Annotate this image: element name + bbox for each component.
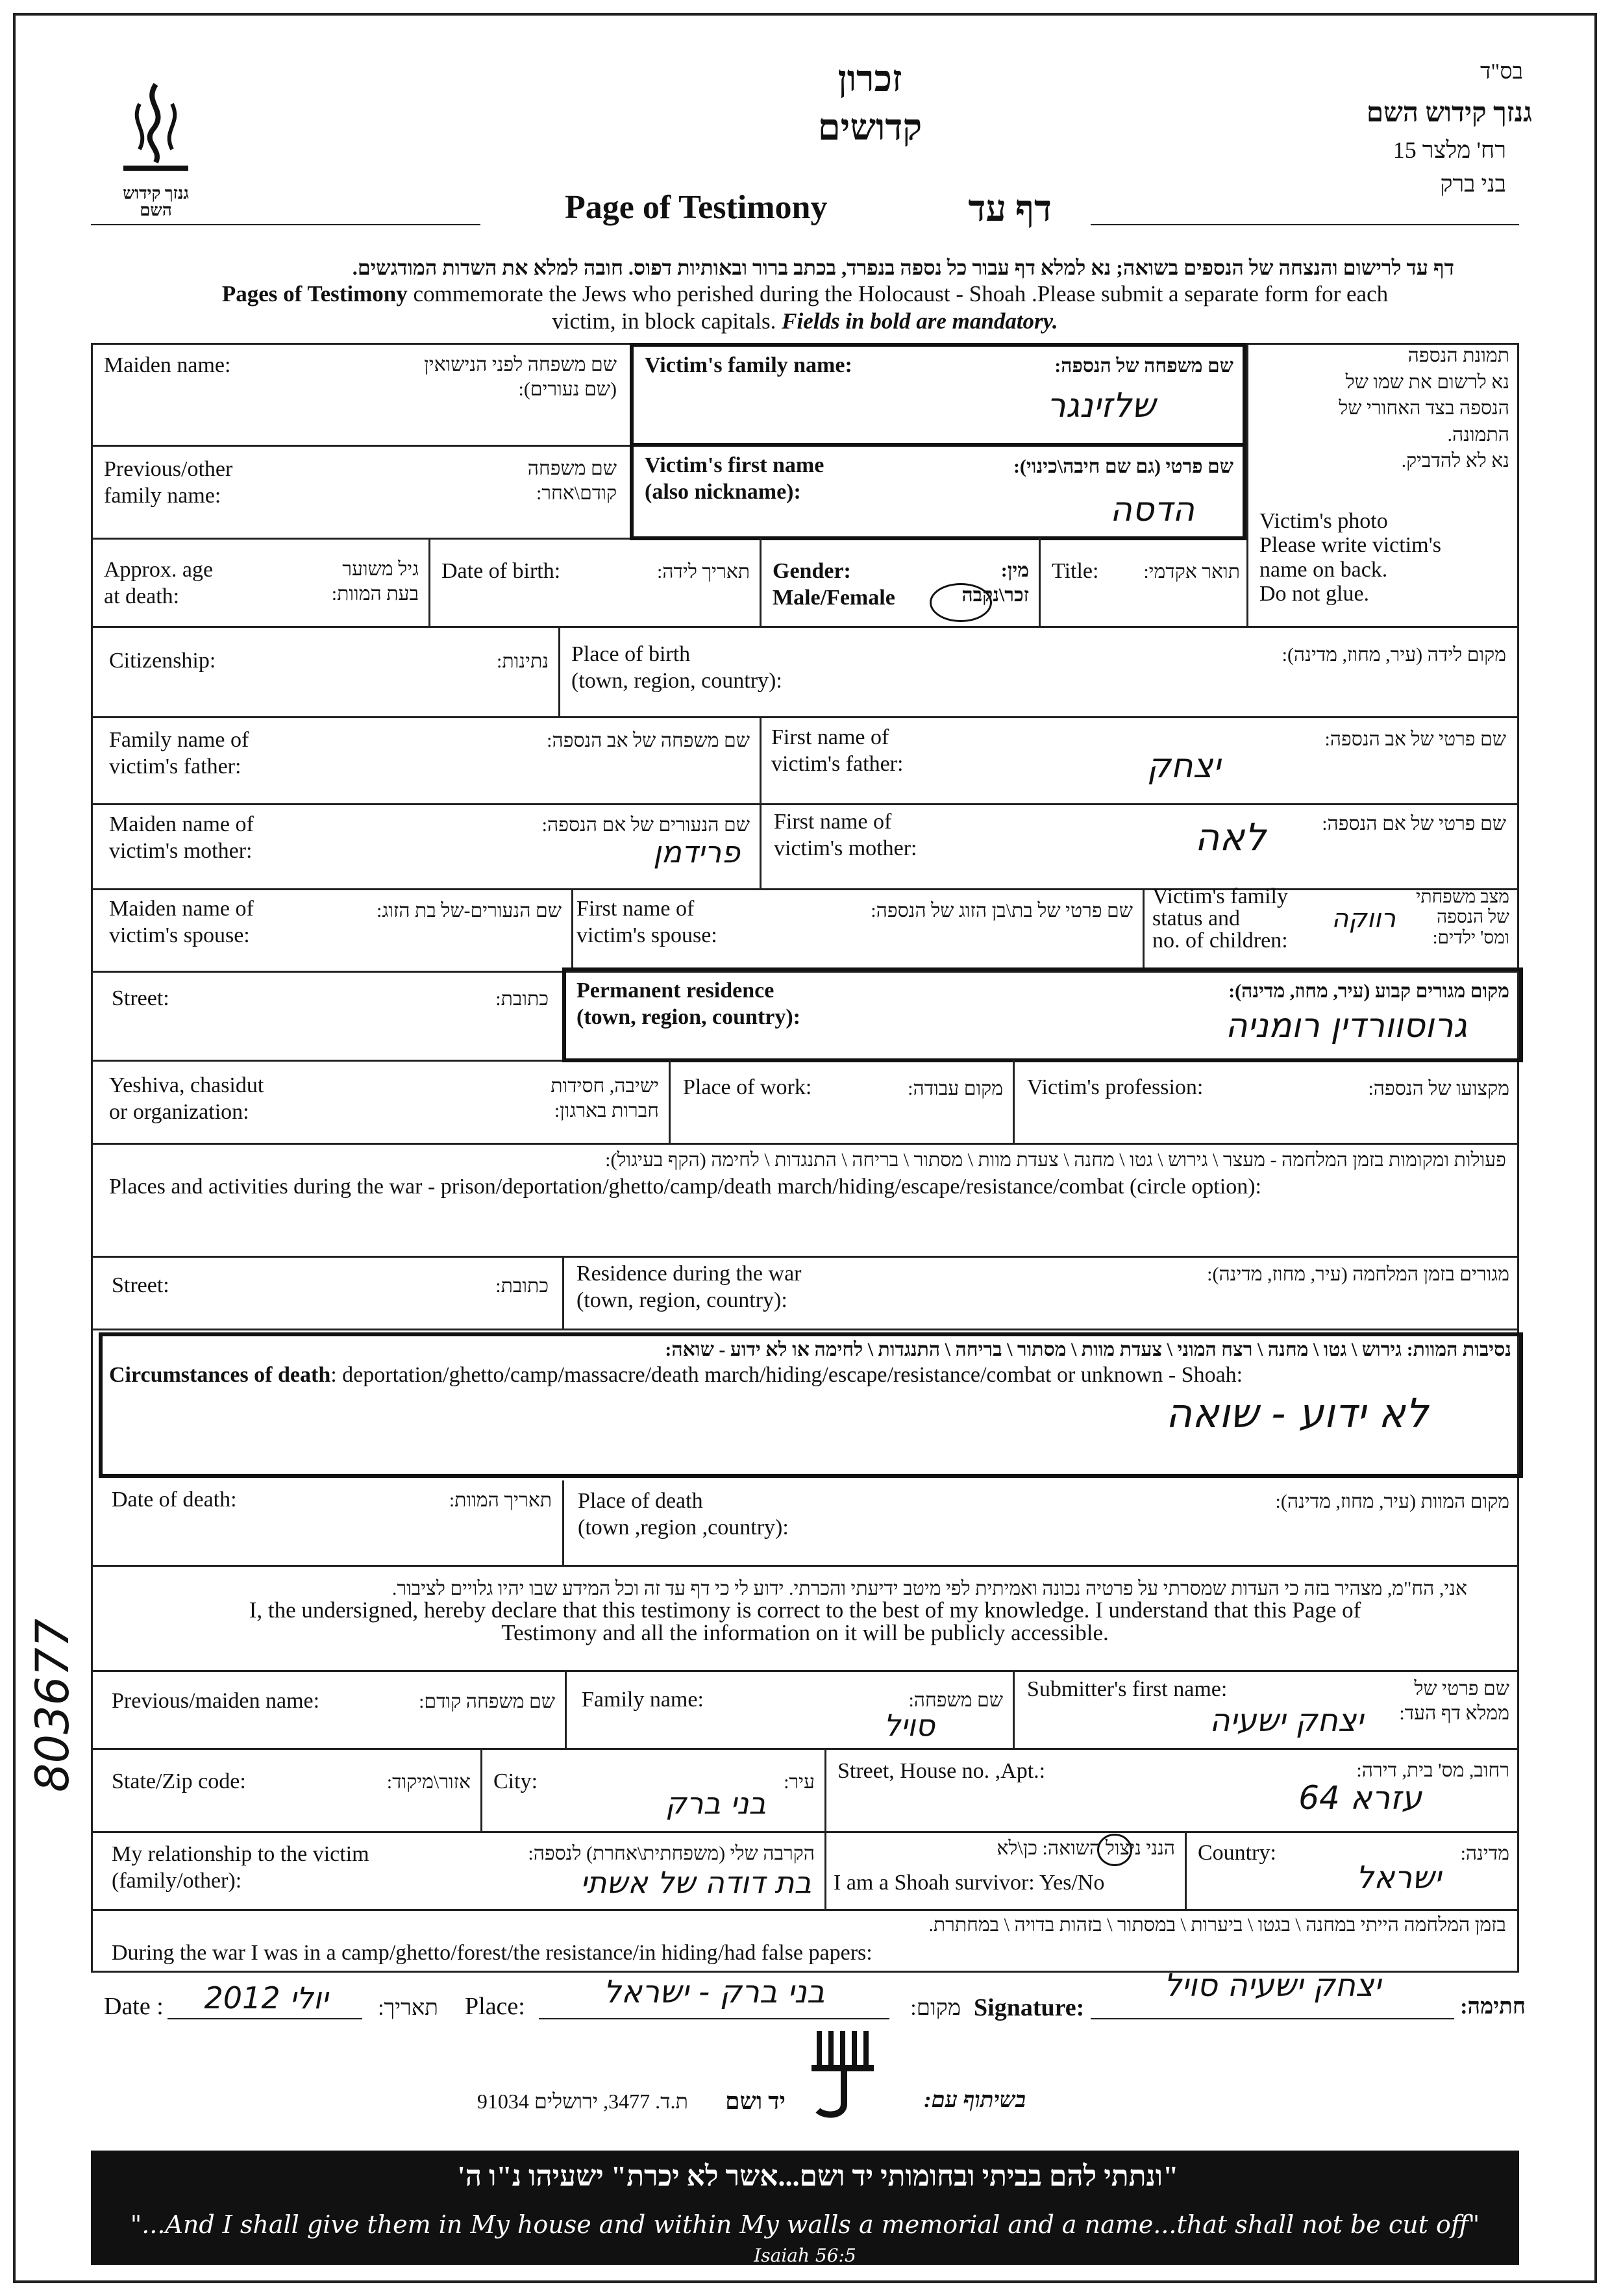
sub-row1-div1 <box>565 1670 567 1748</box>
spouse-first-he: שם פרטי של בת\בן הזוג של הנספה: <box>871 900 1133 921</box>
first-name-value: הדסה <box>1109 490 1195 529</box>
sub-first-he-2: ממלא דף העד: <box>1399 1702 1509 1724</box>
org-name: גנזך קידוש השם <box>1366 98 1532 128</box>
sub-country-he: מדינה: <box>1460 1843 1509 1864</box>
declaration-en-2: Testimony and all the information on it will be publicly accessible. <box>501 1620 1109 1645</box>
prev-family-he-1: שם משפחה <box>527 458 617 479</box>
residence-en-1: Permanent residence <box>576 979 774 1003</box>
sub-first-he-1: שם פרטי של <box>1414 1678 1509 1699</box>
sub-row2-div2 <box>824 1748 826 1831</box>
row3-div2 <box>760 538 762 626</box>
father-first-he: שם פרטי של אב הנספה: <box>1324 729 1506 750</box>
first-name-en-1: Victim's first name <box>645 453 824 477</box>
date-underline <box>167 2018 362 2019</box>
org-street: רח' מלצר 15 <box>1393 137 1506 163</box>
family-status-he <box>1396 887 1509 948</box>
quote-he: "ונתתי להם בביתי ובחומותי יד ושם...אשר לא יכרת" ישעיהו נ"ו ה' <box>457 2160 1179 2192</box>
row11-div <box>562 1256 564 1329</box>
mother-maiden-en-2: victim's mother: <box>109 838 253 863</box>
family-status-he-1: מצב משפחתי <box>1416 887 1509 907</box>
prev-family-he <box>454 456 617 505</box>
photo-en-2: Please write victim's <box>1259 533 1441 558</box>
sub-row2-bottom <box>91 1831 1519 1833</box>
row7-div2 <box>1143 888 1145 971</box>
sub-street-label: Street, House no. ,Apt.: <box>837 1759 1046 1783</box>
pob-en-2: (town, region, country): <box>571 668 782 693</box>
quote-ref: Isaiah 56:5 <box>754 2245 856 2266</box>
gender-circle-female <box>930 583 992 622</box>
photo-he-5: נא לא להדביק. <box>1401 450 1509 471</box>
photo-en-1: Victim's photo <box>1259 509 1388 533</box>
photo-he-4: התמונה. <box>1447 423 1509 445</box>
prev-family-label <box>104 456 232 510</box>
father-first-value: יצחק <box>1146 747 1220 786</box>
partnership-he: בשיתוף עם: <box>924 2088 1026 2112</box>
photo-divider <box>1246 343 1248 626</box>
yeshiva-he <box>493 1074 659 1123</box>
sub-first-he <box>1370 1677 1509 1725</box>
yad-vashem-logo <box>805 2026 883 2130</box>
sub-row1-bottom <box>91 1748 1519 1750</box>
pod-he: מקום המוות (עיר, מחוז, מדינה): <box>1275 1491 1509 1512</box>
death-circ-en-text: : deportation/ghetto/camp/massacre/death march/hiding/escape/resistance/combat or unknown - Shoah: <box>330 1363 1243 1387</box>
father-family-label <box>109 727 249 780</box>
pod-en-1: Place of death <box>578 1489 703 1513</box>
age-label <box>104 557 213 610</box>
photo-instructions-he <box>1256 343 1509 475</box>
bsd-mark: בס"ד <box>1480 60 1523 84</box>
residence-label <box>576 978 800 1031</box>
spouse-maiden-label <box>109 896 254 949</box>
row5-div <box>760 716 762 803</box>
sub-city-value: בני ברק <box>665 1786 766 1821</box>
first-name-label <box>645 453 824 506</box>
date-he: תאריך: <box>378 1996 438 2020</box>
prev-family-en-1: Previous/other <box>104 457 233 481</box>
row3-bottom <box>91 626 1519 628</box>
sub-city-label: City: <box>493 1769 538 1793</box>
declaration-en-1: I, the undersigned, hereby declare that this testimony is correct to the best of my knowledge. I understand that this Page of <box>249 1597 1361 1623</box>
yad-vashem-address: ת.ד. 3477, ירושלים 91034 <box>477 2090 688 2113</box>
sub-row0-top <box>91 1670 1519 1672</box>
yad-vashem-he: יד ושם <box>725 2088 786 2114</box>
photo-en-4: Do not glue. <box>1259 582 1370 606</box>
residence-he: מקום מגורים קבוע (עיר, מחוז, מדינה): <box>1228 980 1509 1002</box>
row6-bottom <box>91 888 1519 890</box>
age-he <box>286 557 419 606</box>
sub-family-value: סויל <box>884 1708 935 1743</box>
org-city: בני ברק <box>1440 171 1506 197</box>
father-first-en-2: victim's father: <box>771 751 904 776</box>
war-residence-en-2: (town, region, country): <box>576 1288 787 1312</box>
sub-family-he: שם משפחה: <box>908 1690 1003 1711</box>
row10-bottom <box>91 1256 1519 1258</box>
first-name-he: שם פרטי (גם שם חיבה\כינוי): <box>1013 456 1233 477</box>
photo-en-3: name on back. <box>1259 557 1388 582</box>
work-label: Place of work: <box>683 1075 812 1099</box>
intro-he: דף עד לרישום והנצחה של הנספים בשואה; נא למלא דף עבור כל נספה בנפרד, בכתב ברור ובאותיות דפוס. חובה למלא את השדות המודגשים. <box>352 256 1454 279</box>
family-status-he-3: ומס' ילדים: <box>1432 927 1509 948</box>
family-status-label <box>1152 886 1288 952</box>
residence-value: גרוסוורדין רומניה <box>1225 1006 1467 1045</box>
family-status-en-3: no. of children: <box>1152 929 1288 953</box>
mother-first-he: שם פרטי של אם הנספה: <box>1322 813 1506 834</box>
profession-he: מקצועו של הנספה: <box>1368 1078 1509 1099</box>
spouse-maiden-he: שם הנעורים-של בת הזוג: <box>377 900 562 921</box>
row4-bottom <box>91 716 1519 718</box>
sub-country-value: ישראל <box>1356 1860 1441 1896</box>
title-he: דף עד <box>968 189 1052 229</box>
spouse-first-en-2: victim's spouse: <box>576 923 717 947</box>
maiden-name-he <box>364 353 617 401</box>
spouse-maiden-en-2: victim's spouse: <box>109 923 250 947</box>
sub-prev-maiden-he: שם משפחה קודם: <box>419 1691 555 1712</box>
row5-bottom <box>91 803 1519 805</box>
row13-bottom <box>91 1565 1519 1567</box>
pob-he: מקום לידה (עיר, מחוז, מדינה): <box>1282 644 1506 666</box>
row6-div <box>760 803 762 888</box>
zikaron-title-2: קדושים <box>817 108 923 148</box>
row4-div <box>558 626 560 716</box>
street-he: כתובת: <box>495 988 549 1010</box>
spouse-maiden-en-1: Maiden name of <box>109 897 254 921</box>
declaration-en <box>143 1599 1467 1644</box>
sub-state-label: State/Zip code: <box>112 1769 246 1793</box>
photo-instructions-en <box>1259 509 1513 606</box>
sub-row3-div1 <box>824 1831 826 1909</box>
photo-he-2: נא לרשום את שמו של <box>1345 371 1509 393</box>
date-label: Date : <box>104 1993 164 2020</box>
family-name-he: שם משפחה של הנספה: <box>1054 355 1233 377</box>
activities-en: Places and activities during the war - prison/deportation/ghetto/camp/death march/hiding/escape/resistance/combat (circle option): <box>109 1175 1261 1199</box>
declaration-he: אני, הח"מ, מצהיר בזה כי העדות שמסרתי על פרטיה נכונה ואמיתית לפי מיטב ידיעתי והכרתי. ידוע לי כי דף עד זה וכל המידע שבו יהיו גלויים לציבור. <box>391 1578 1467 1599</box>
profession-label: Victim's profession: <box>1027 1075 1204 1099</box>
death-circ-value: לא ידוע - שואה <box>1165 1390 1428 1437</box>
father-first-en-1: First name of <box>771 725 889 749</box>
mother-maiden-he: שם הנעורים של אם הנספה: <box>541 814 750 836</box>
mother-first-value: לאה <box>1195 815 1266 859</box>
father-family-he: שם משפחה של אב הנספה: <box>547 730 750 751</box>
sub-row1-div2 <box>1013 1670 1015 1748</box>
first-name-en-2: (also nickname): <box>645 479 801 504</box>
mother-first-en-2: victim's mother: <box>774 836 917 860</box>
signature-underline <box>1091 2018 1454 2019</box>
row9-div1 <box>669 1060 671 1143</box>
sub-survivor-he: הנני ניצול השואה: כן\לא <box>997 1838 1175 1859</box>
sub-during-war-en: During the war I was in a camp/ghetto/forest/the resistance/in hiding/had false papers: <box>112 1941 873 1965</box>
row9-bottom <box>91 1143 1519 1145</box>
age-en-1: Approx. age <box>104 558 214 582</box>
title-he: תואר אקדמי: <box>1143 561 1240 582</box>
death-circ-en-bold: Circumstances of death <box>109 1363 331 1387</box>
row9-div2 <box>1013 1060 1015 1143</box>
yeshiva-he-1: ישיבה, חסידות <box>551 1075 659 1097</box>
title-en: Page of Testimony <box>565 189 828 226</box>
logo-text: גנזך קידוש השם <box>123 184 189 219</box>
sub-state-he: אזור\מיקוד: <box>386 1771 471 1793</box>
side-stamp: 803677 <box>26 1618 79 1792</box>
spouse-first-en-1: First name of <box>576 897 695 921</box>
activities-he: פעולות ומקומות בזמן המלחמה - מעצר \ גירוש \ גטו \ מחנה \ צעדת מוות \ מסתור \ בריחה \ התנגדות \ לחימה (הקף בעיגול): <box>605 1149 1506 1171</box>
intro-en-1: commemorate the Jews who perished during the Holocaust - Shoah .Please submit a separate form for each <box>407 281 1389 306</box>
gender-label <box>773 558 895 612</box>
family-status-en-2: status and <box>1152 906 1241 930</box>
prev-family-he-2: קודם\אחר: <box>536 482 617 504</box>
mother-maiden-value: פרידמן <box>653 834 740 869</box>
death-circ-he: נסיבות המוות: גירוש \ גטו \ מחנה \ רצח המוני \ צעדת מוות \ מסתור \ בריחה \ התנגדות \ לחימה או לא ידוע - שואה: <box>665 1339 1511 1360</box>
intro-en <box>110 281 1500 335</box>
war-street-label: Street: <box>112 1273 169 1297</box>
war-residence-he: מגורים בזמן המלחמה (עיר, מחוז, מדינה): <box>1207 1264 1509 1285</box>
sub-row3-bottom <box>91 1909 1519 1911</box>
maiden-name-label: Maiden name: <box>104 353 231 377</box>
sub-relation-value: בת דודה של אשתי <box>580 1865 811 1900</box>
father-first-label <box>771 725 903 778</box>
pod-en-2: (town ,region ,country): <box>578 1515 789 1540</box>
gender-en-1: Gender: <box>773 559 851 583</box>
family-name-value: שלזינגר <box>1046 386 1156 425</box>
place-value: בני ברק - ישראל <box>603 1974 825 2010</box>
age-en-2: at death: <box>104 584 180 608</box>
dob-he: תאריך לידה: <box>656 561 750 582</box>
pob-en-1: Place of birth <box>571 642 691 666</box>
pod-label <box>578 1488 789 1541</box>
work-he: מקום עבודה: <box>908 1078 1003 1099</box>
sub-street-value: עזרא 64 <box>1298 1779 1422 1817</box>
war-residence-en-1: Residence during the war <box>576 1262 802 1286</box>
header-rule-right <box>1091 224 1519 225</box>
citizenship-label: Citizenship: <box>109 649 216 673</box>
sub-country-label: Country: <box>1198 1841 1276 1865</box>
residence-en-2: (town, region, country): <box>576 1004 800 1029</box>
place-underline <box>539 2018 889 2019</box>
signature-label: Signature: <box>974 1994 1085 2021</box>
quote-en-text: "...And I shall give them in My house and within My walls a memorial and a name...that shall not be cut off" <box>130 2210 1480 2239</box>
sub-street-he: רחוב, מס' בית, דירה: <box>1356 1760 1509 1781</box>
dod-he: תאריך המוות: <box>449 1490 552 1511</box>
sub-during-war-he: בזמן המלחמה הייתי במחנה \ בגטו \ ביערות \ במסתור \ בזהות בדויה \ במחתרת. <box>928 1914 1506 1936</box>
mother-first-en-1: First name of <box>774 810 892 834</box>
pob-label <box>571 642 782 695</box>
sub-survivor-en: I am a Shoah survivor: Yes/No <box>834 1871 1105 1895</box>
sub-relation-en-1: My relationship to the victim <box>112 1842 369 1866</box>
age-he-1: גיל משוער <box>342 558 419 580</box>
row11-bottom <box>91 1329 1519 1330</box>
intro-en-3: Fields in bold are mandatory. <box>782 308 1058 334</box>
death-circ-en <box>109 1362 1511 1389</box>
sub-survivor-circle <box>1097 1834 1132 1866</box>
sub-relation-he: הקרבה שלי (משפחתית\אחרת) לנספה: <box>528 1843 815 1864</box>
sub-row2-div1 <box>480 1748 482 1831</box>
row3-div1 <box>428 538 430 626</box>
war-residence-label <box>576 1261 802 1314</box>
yeshiva-label <box>109 1073 264 1126</box>
gender-he-2: זכר\נקבה <box>961 584 1029 606</box>
sub-relation-label <box>112 1841 369 1895</box>
spouse-first-label <box>576 896 717 949</box>
logo <box>117 78 195 219</box>
family-status-he-2: של הנספה <box>1437 907 1509 928</box>
zikaron-title-1: זכרון <box>837 59 902 99</box>
prev-family-en-2: family name: <box>104 483 221 508</box>
date-value: 2012 יולי <box>204 1980 328 2015</box>
quote-en <box>104 2210 1506 2267</box>
citizenship-he: נתינות: <box>497 651 549 672</box>
sub-family-label: Family name: <box>582 1688 704 1712</box>
yeshiva-en-2: or organization: <box>109 1099 249 1124</box>
sub-first-label: Submitter's first name: <box>1027 1677 1228 1701</box>
intro-en-2: victim, in block capitals. <box>552 308 782 334</box>
photo-he-1: תמונת הנספה <box>1407 345 1509 366</box>
gender-en-2: Male/Female <box>773 585 895 610</box>
dob-label: Date of birth: <box>441 559 561 583</box>
signature-he: חתימה: <box>1460 1995 1526 2019</box>
dod-label: Date of death: <box>112 1488 237 1512</box>
maiden-name-he-2: (שם נעורים): <box>518 378 617 400</box>
sub-first-value: יצחק ישעיה <box>1209 1703 1363 1739</box>
place-label: Place: <box>465 1993 525 2020</box>
maiden-name-he-1: שם משפחה לפני הנישואין <box>424 354 617 375</box>
sub-row3-div2 <box>1185 1831 1187 1909</box>
photo-he-3: הנספה בצד האחורי של <box>1339 397 1509 419</box>
sub-relation-en-2: (family/other): <box>112 1868 242 1893</box>
age-he-2: בעת המוות: <box>331 582 419 605</box>
row3-div3 <box>1039 538 1041 626</box>
header-rule-left <box>91 224 480 225</box>
row7-div1 <box>571 888 573 971</box>
yeshiva-he-2: חברות בארגון: <box>554 1099 659 1121</box>
mother-maiden-en-1: Maiden name of <box>109 812 254 836</box>
street-label: Street: <box>112 986 169 1010</box>
family-name-label: Victim's family name: <box>645 353 852 377</box>
signature-value[interactable]: יצחק ישעיה סויל <box>1163 1967 1381 2004</box>
place-he: מקום: <box>910 1996 961 2020</box>
intro-en-bold: Pages of Testimony <box>221 281 408 306</box>
war-street-he: כתובת: <box>495 1275 549 1297</box>
mother-first-label <box>774 809 917 862</box>
mother-maiden-label <box>109 812 254 865</box>
gender-he-1: מין: <box>1000 560 1029 581</box>
yeshiva-en-1: Yeshiva, chasidut <box>109 1073 264 1097</box>
father-family-en-1: Family name of <box>109 728 249 752</box>
father-family-en-2: victim's father: <box>109 754 242 779</box>
family-status-en-1: Victim's family <box>1152 884 1288 908</box>
title-label: Title: <box>1052 559 1099 583</box>
row13-div <box>562 1480 564 1565</box>
sub-prev-maiden-label: Previous/maiden name: <box>112 1689 320 1713</box>
sub-city-he: עיר: <box>784 1771 815 1793</box>
family-status-value: רווקה <box>1331 904 1396 934</box>
